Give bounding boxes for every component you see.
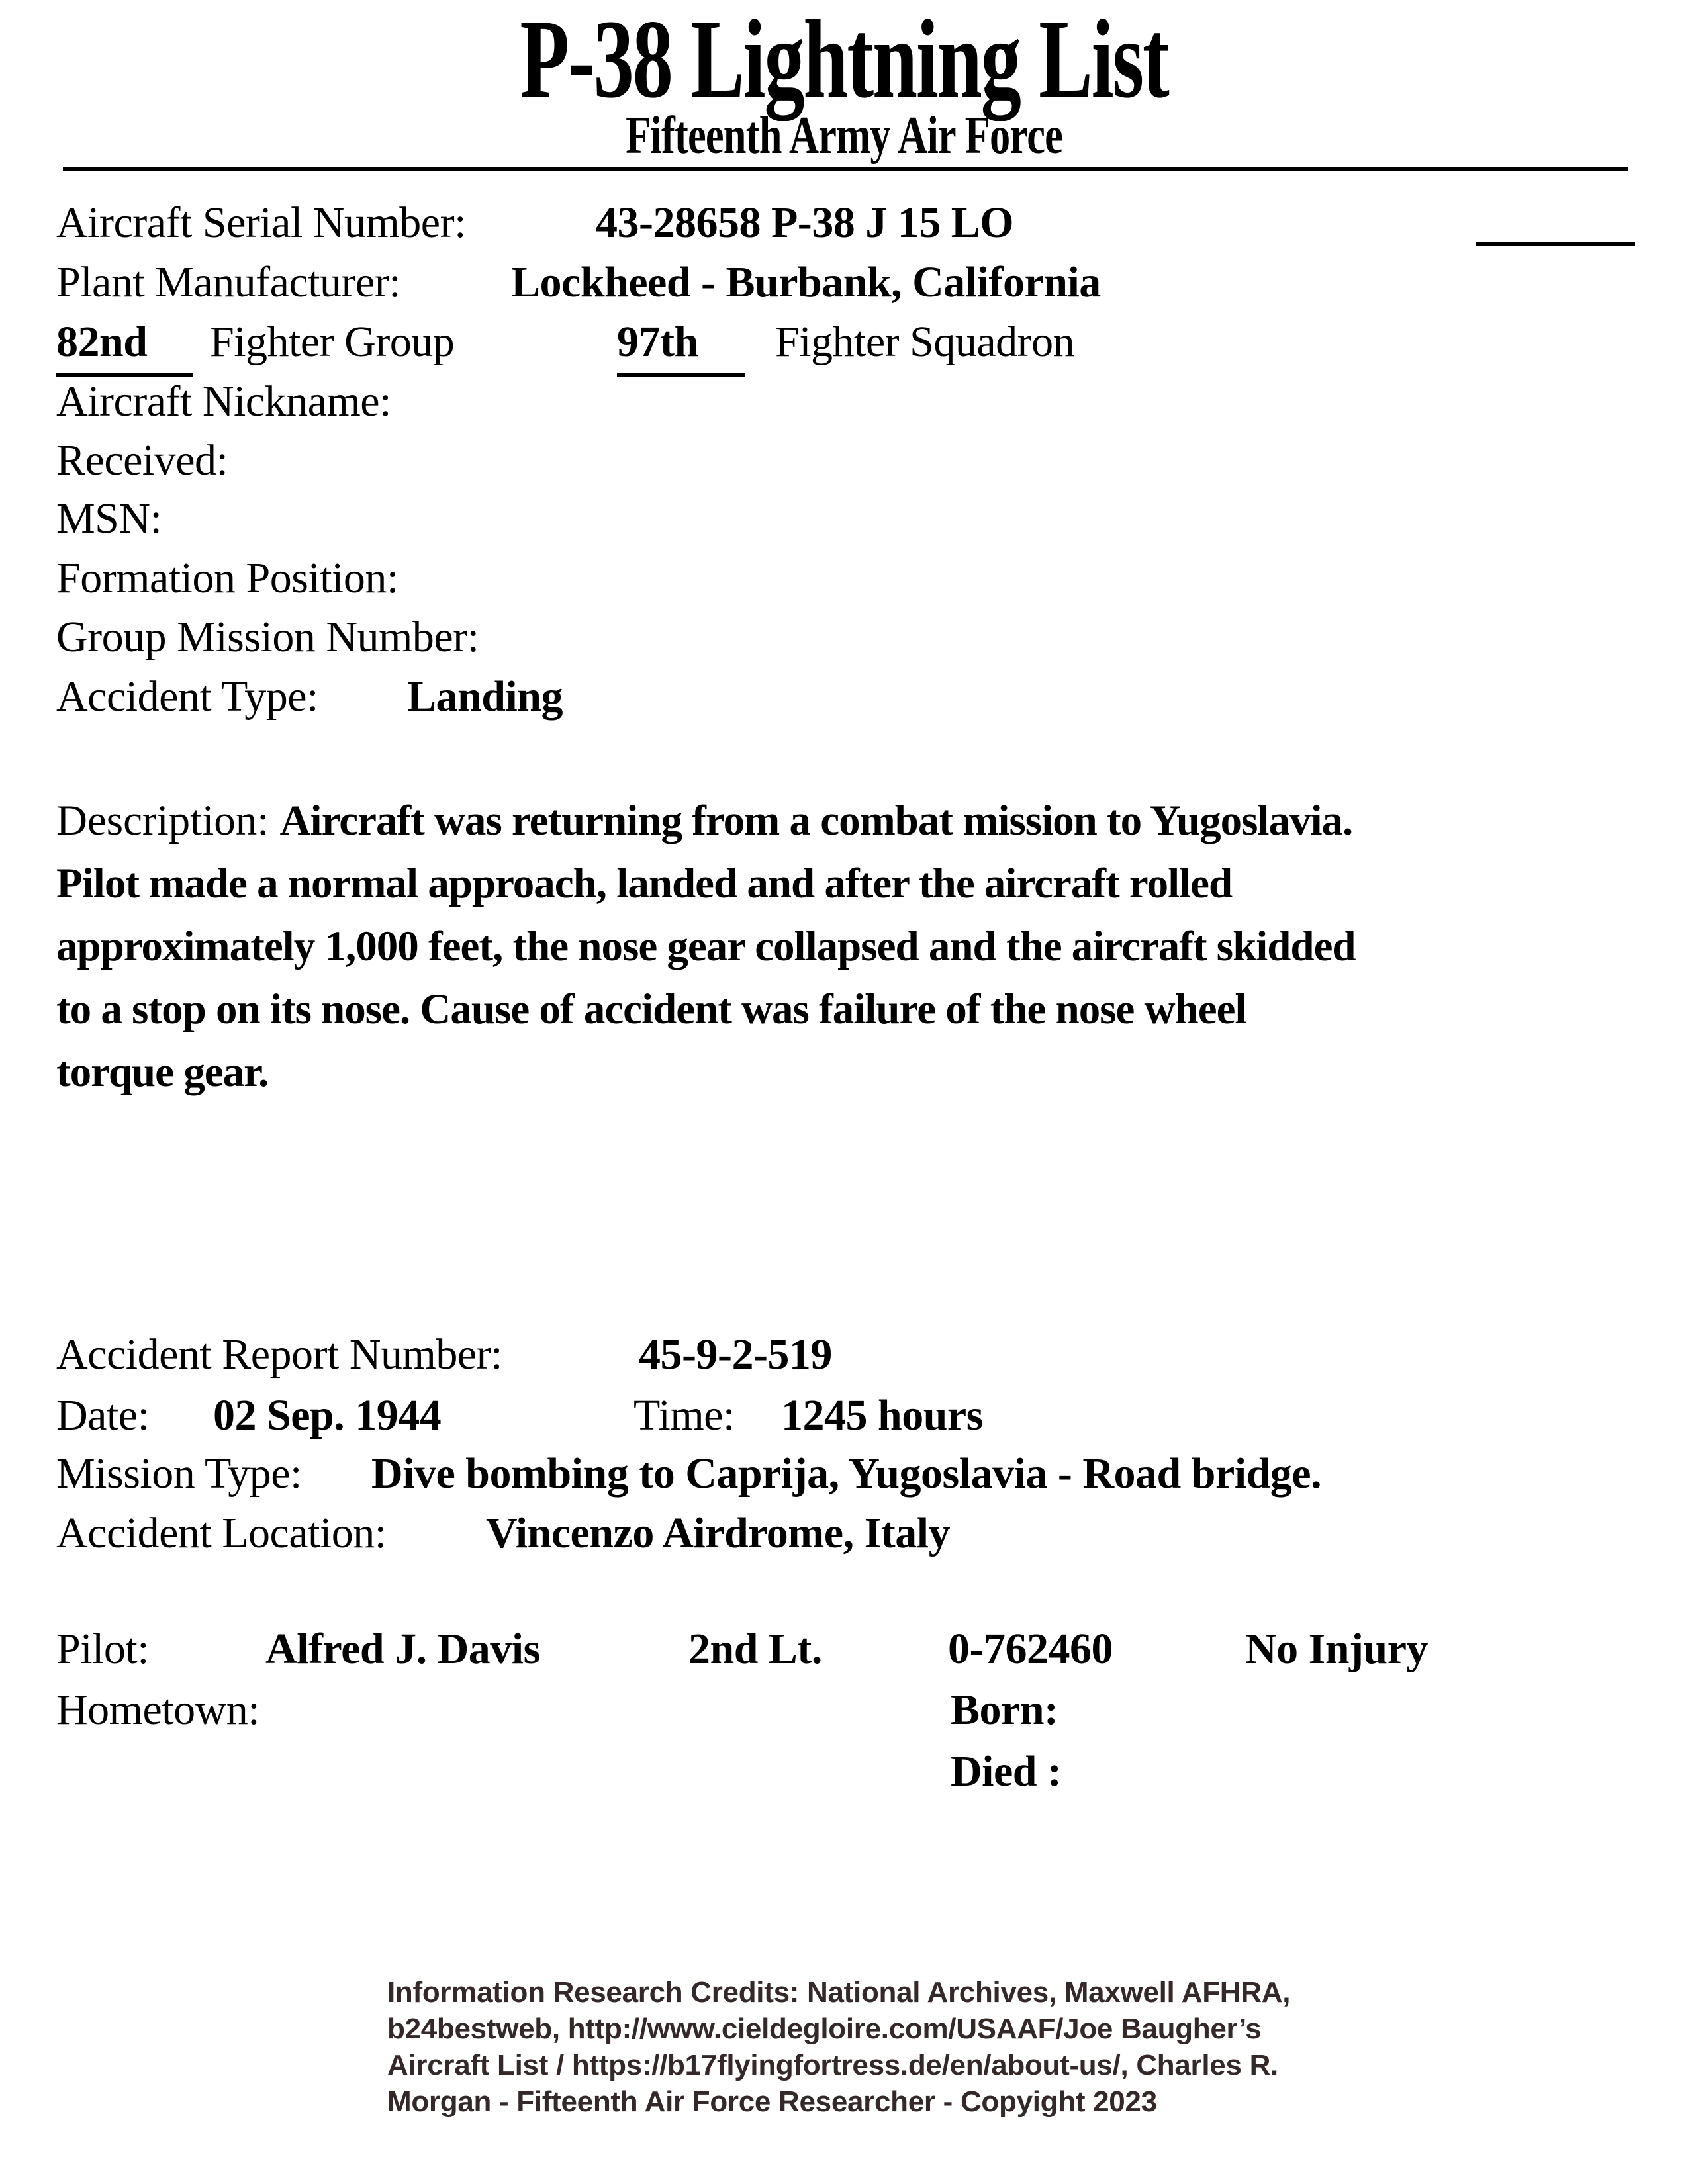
aircraft-serial-value: 43-28658 P-38 J 15 LO (596, 199, 1014, 247)
aircraft-nickname-label: Aircraft Nickname: (56, 377, 391, 426)
date-label: Date: (56, 1391, 150, 1439)
group-mission-number-label: Group Mission Number: (56, 613, 479, 661)
plant-manufacturer-value: Lockheed - Burbank, California (511, 258, 1101, 306)
page-title (0, 0, 1688, 124)
field-msn (56, 491, 1685, 551)
date-value: 02 Sep. 1944 (213, 1391, 442, 1439)
field-plant-manufacturer (56, 255, 1685, 314)
pilot-injury-status: No Injury (1245, 1625, 1429, 1673)
field-formation-position (56, 551, 1685, 610)
aircraft-serial-label: Aircraft Serial Number: (56, 199, 466, 247)
time-label: Time: (633, 1391, 735, 1439)
field-accident-report-number (56, 1327, 1685, 1387)
accident-report-number-value: 45-9-2-519 (639, 1330, 832, 1379)
field-date-time (56, 1388, 1685, 1447)
credits-line: Information Research Credits: National Archives, Maxwell AFHRA, (387, 1976, 1291, 2009)
accident-type-value: Landing (407, 672, 563, 721)
accident-location-value: Vincenzo Airdrome, Italy (486, 1509, 951, 1557)
accident-location-label: Accident Location: (56, 1509, 387, 1557)
description-line (56, 918, 1685, 981)
field-accident-type (56, 669, 1685, 729)
field-group-squadron (56, 314, 1685, 374)
mission-type-label: Mission Type: (56, 1449, 302, 1498)
received-label: Received: (56, 436, 228, 484)
pilot-name: Alfred J. Davis (265, 1625, 540, 1673)
description-label: Description: (56, 797, 269, 844)
hometown-born-row (56, 1682, 1685, 1742)
description-text: Aircraft was returning from a combat mission to Yugoslavia. (279, 797, 1353, 844)
time-value: 1245 hours (781, 1391, 983, 1439)
description-text: to a stop on its nose. Cause of accident was failure of the nose wheel (56, 985, 1246, 1033)
field-aircraft-serial-number (56, 195, 1685, 255)
accident-type-label: Accident Type: (56, 672, 318, 721)
fighter-group-value: 82nd (56, 314, 193, 377)
pilot-label: Pilot: (56, 1625, 150, 1673)
fighter-squadron-value: 97th (617, 314, 745, 377)
msn-label: MSN: (56, 494, 162, 543)
mission-type-value: Dive bombing to Caprija, Yugoslavia - Road bridge. (371, 1449, 1322, 1498)
description-line (56, 1044, 1685, 1107)
died-label: Died : (951, 1747, 1062, 1796)
fighter-squadron-label: Fighter Squadron (775, 318, 1075, 366)
credits-block (387, 1974, 1290, 2120)
field-group-mission-number (56, 610, 1685, 669)
field-accident-location (56, 1506, 1685, 1565)
header-divider-rule (63, 167, 1628, 171)
description-line (56, 981, 1685, 1044)
fighter-group-label: Fighter Group (210, 318, 455, 366)
description-line (56, 855, 1685, 918)
description-text: torque gear. (56, 1048, 269, 1096)
died-row (56, 1744, 1685, 1803)
credits-line: b24bestweb, http://www.cieldegloire.com/USAAF/Joe Baugher’s (387, 2013, 1262, 2045)
field-received (56, 433, 1685, 492)
field-aircraft-nickname (56, 374, 1685, 433)
pilot-rank: 2nd Lt. (688, 1625, 822, 1673)
pilot-row (56, 1621, 1685, 1681)
field-mission-type (56, 1446, 1685, 1506)
plant-manufacturer-label: Plant Manufacturer: (56, 258, 401, 306)
accident-report-number-label: Accident Report Number: (56, 1330, 502, 1379)
description-text: approximately 1,000 feet, the nose gear collapsed and the aircraft skidded (56, 923, 1356, 970)
description-text: Pilot made a normal approach, landed and after the aircraft rolled (56, 860, 1233, 907)
hometown-label: Hometown: (56, 1686, 260, 1734)
credits-line: Morgan - Fifteenth Air Force Researcher - Copyight 2023 (387, 2085, 1157, 2118)
page-subtitle-text: Fifteenth Army Air Force (626, 107, 1062, 165)
page-title-text: P-38 Lightning List (520, 0, 1168, 121)
credits-line: Aircraft List / https://b17flyingfortress.de/en/about-us/, Charles R. (387, 2049, 1278, 2081)
pilot-serial-number: 0-762460 (948, 1625, 1113, 1673)
page-subtitle (0, 106, 1688, 166)
formation-position-label: Formation Position: (56, 554, 399, 602)
born-label: Born: (951, 1686, 1058, 1734)
description-line (56, 792, 1685, 855)
